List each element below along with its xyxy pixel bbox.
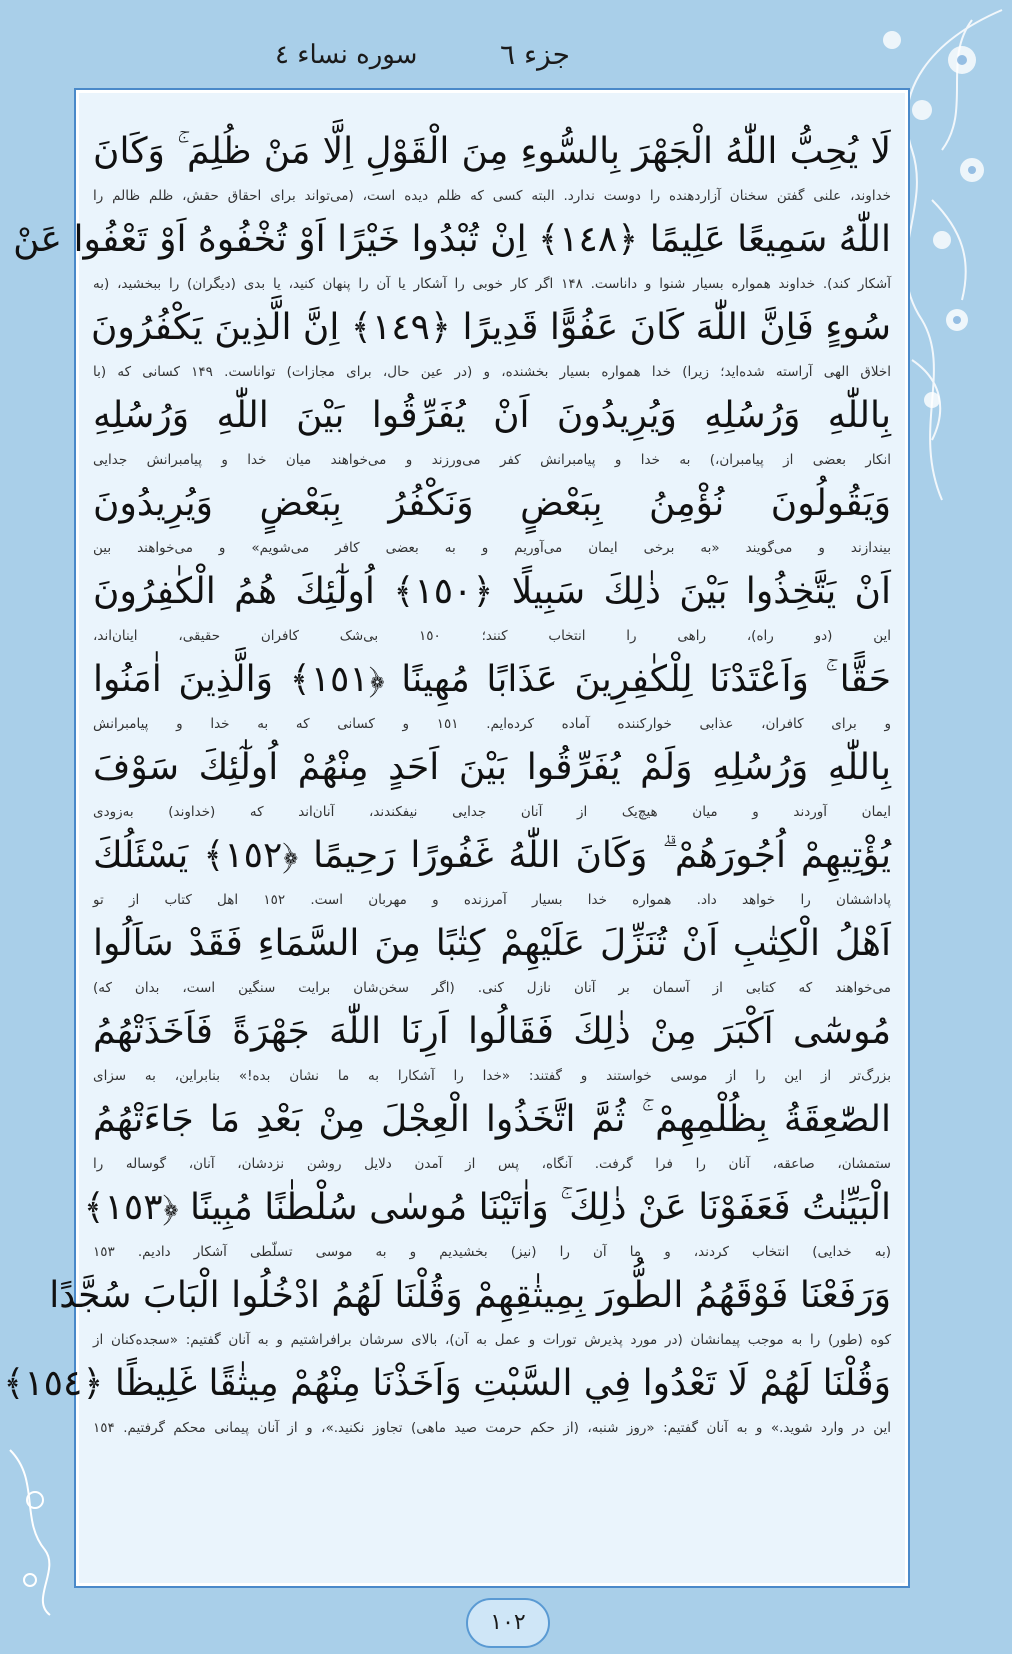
translation-line: بیندازند و می‌گویند «به برخی ایمان می‌آوریم و به بعضی کافر می‌شویم» و می‌خواهند بین <box>93 540 891 556</box>
translation-line: ایمان آوردند و میان هیچ‌یک از آنان جدایی نیفکندند، آنان‌اند که (خداوند) به‌زودی <box>93 804 891 820</box>
arabic-line: اَنْ يَتَّخِذُوا بَيْنَ ذٰلِكَ سَبِيلًا ﴿١٥٠﴾ اُولٰٓئِكَ هُمُ الْكٰفِرُونَ <box>93 571 891 612</box>
verse-text-area <box>3 123 892 1443</box>
translation-line: این در وارد شوید.» و به آنان گفتیم: «روز شنبه، (از حکم حرمت صید ماهی) تجاوز نکنید.»، و از آنان پیمانی محکم گرفتیم. ١٥۴ <box>93 1420 891 1436</box>
surah-header: سوره نساء ٤ <box>275 40 418 70</box>
translation-line: ستمشان، صاعقه، آنان را فرا گرفت. آنگاه، پس از آمدن دلایل روشن نزدشان، آنان، گوساله را <box>93 1156 891 1172</box>
arabic-line: الصّٰعِقَةُ بِظُلْمِهِمْ ۚ ثُمَّ اتَّخَذُوا الْعِجْلَ مِنْ بَعْدِ مَا جَاءَتْهُمُ <box>93 1099 891 1140</box>
arabic-line: وَيَقُولُونَ نُؤْمِنُ بِبَعْضٍ وَنَكْفُرُ بِبَعْضٍ وَيُرِيدُونَ <box>93 483 891 524</box>
translation-line: و برای کافران، عذابی خوارکننده آماده کرده‌ایم. ١٥١ و کسانی که به خدا و پیامبرانش <box>93 716 891 732</box>
arabic-line: وَرَفَعْنَا فَوْقَهُمُ الطُّورَ بِمِيثٰقِهِمْ وَقُلْنَا لَهُمُ ادْخُلُوا الْبَابَ سُجَّدًا <box>49 1275 891 1316</box>
translation-line: (به خدایی) انتخاب کردند، و ما آن را (نیز) بخشیدیم و به موسی تسلّطی آشکار دادیم. ١٥٣ <box>93 1244 891 1260</box>
arabic-line: اللّٰهُ سَمِيعًا عَلِيمًا ﴿١٤٨﴾ اِنْ تُبْدُوا خَيْرًا اَوْ تُخْفُوهُ اَوْ تَعْفُوا عَنْ <box>13 219 891 260</box>
translation-line: می‌خواهند که کتابی از آسمان بر آنان نازل کنی. (اگر سخن‌شان برایت سنگین است، بدان که) <box>93 980 891 996</box>
translation-line: پاداششان را خواهد داد. همواره خدا بسیار آمرزنده و مهربان است. ١٥٢ اهل کتاب از تو <box>93 892 891 908</box>
translation-line: کوه (طور) را به موجب پیمانشان (در مورد پذیرش تورات و عمل به آن)، بالای سرشان برافراشتیم و به آنان گفتیم: «سجده‌کنان از <box>93 1332 891 1348</box>
translation-line: آشکار کند). خداوند همواره بسیار شنوا و داناست. ١۴٨ اگر کار خوبی را آشکار یا آن را پنهان کنید، یا بدی (دیگران) را ببخشید، (به <box>93 276 891 292</box>
left-ornament-decoration <box>0 1440 70 1620</box>
arabic-line: لَا يُحِبُّ اللّٰهُ الْجَهْرَ بِالسُّوءِ مِنَ الْقَوْلِ اِلَّا مَنْ ظُلِمَ ۚ وَكَانَ <box>93 131 891 172</box>
arabic-line: مُوسٰٓى اَكْبَرَ مِنْ ذٰلِكَ فَقَالُوا اَرِنَا اللّٰهَ جَهْرَةً فَاَخَذَتْهُمُ <box>93 1011 891 1052</box>
translation-line: خداوند، علنی گفتن سخنان آزاردهنده را دوست ندارد. البته کسی که ظلم دیده است، (می‌تواند برای احقاق حقش، ظلم ظالم را <box>93 188 891 204</box>
translation-line: اخلاق الهی آراسته شده‌اید؛ زیرا) خدا همواره بسیار بخشنده، و (در عین حال، برای مجازات) تواناست. ١۴٩ کسانی که (با <box>93 364 891 380</box>
arabic-line: حَقًّا ۚ وَاَعْتَدْنَا لِلْكٰفِرِينَ عَذَابًا مُهِينًا ﴿١٥١﴾ وَالَّذِينَ اٰمَنُوا <box>93 659 892 700</box>
arabic-line: يُؤْتِيهِمْ اُجُورَهُمْ ۗ وَكَانَ اللّٰهُ غَفُورًا رَحِيمًا ﴿١٥٢﴾ يَسْئَلُكَ <box>93 835 891 876</box>
juz-header: جزء ٦ <box>500 38 570 71</box>
arabic-line: وَقُلْنَا لَهُمْ لَا تَعْدُوا فِي السَّبْتِ وَاَخَذْنَا مِنْهُمْ مِيثٰقًا غَلِيظًا ﴿١٥٤﴾ <box>3 1363 891 1404</box>
page-frame <box>3 90 908 1586</box>
translation-line: انکار بعضی از پیامبران،) به خدا و پیامبرانش کفر می‌ورزند و می‌خواهند میان خدا و پیامبرانش جدایی <box>93 452 891 468</box>
arabic-line: بِاللّٰهِ وَرُسُلِهِ وَلَمْ يُفَرِّقُوا بَيْنَ اَحَدٍ مِنْهُمْ اُولٰٓئِكَ سَوْفَ <box>93 747 891 788</box>
page-number: ١٠٢ <box>466 1598 550 1648</box>
translation-line: بزرگ‌تر از این را از موسی خواستند و گفتند: «خدا را آشکارا به ما نشان بده!» بنابراین، به سزای <box>93 1068 891 1084</box>
translation-line: این (دو راه)، راهی را انتخاب کنند؛ ١٥٠ بی‌شک کافران حقیقی، اینان‌اند، <box>93 628 891 644</box>
arabic-line: الْبَيِّنٰتُ فَعَفَوْنَا عَنْ ذٰلِكَ ۚ وَاٰتَيْنَا مُوسٰى سُلْطٰنًا مُبِينًا ﴿١٥٣﴾ <box>83 1187 891 1228</box>
arabic-line: سُوءٍ فَاِنَّ اللّٰهَ كَانَ عَفُوًّا قَدِيرًا ﴿١٤٩﴾ اِنَّ الَّذِينَ يَكْفُرُونَ <box>90 307 891 348</box>
arabic-line: اَهْلُ الْكِتٰبِ اَنْ تُنَزِّلَ عَلَيْهِمْ كِتٰبًا مِنَ السَّمَاءِ فَقَدْ سَاَلُوا <box>93 923 891 964</box>
arabic-line: بِاللّٰهِ وَرُسُلِهِ وَيُرِيدُونَ اَنْ يُفَرِّقُوا بَيْنَ اللّٰهِ وَرُسُلِهِ <box>93 395 891 436</box>
